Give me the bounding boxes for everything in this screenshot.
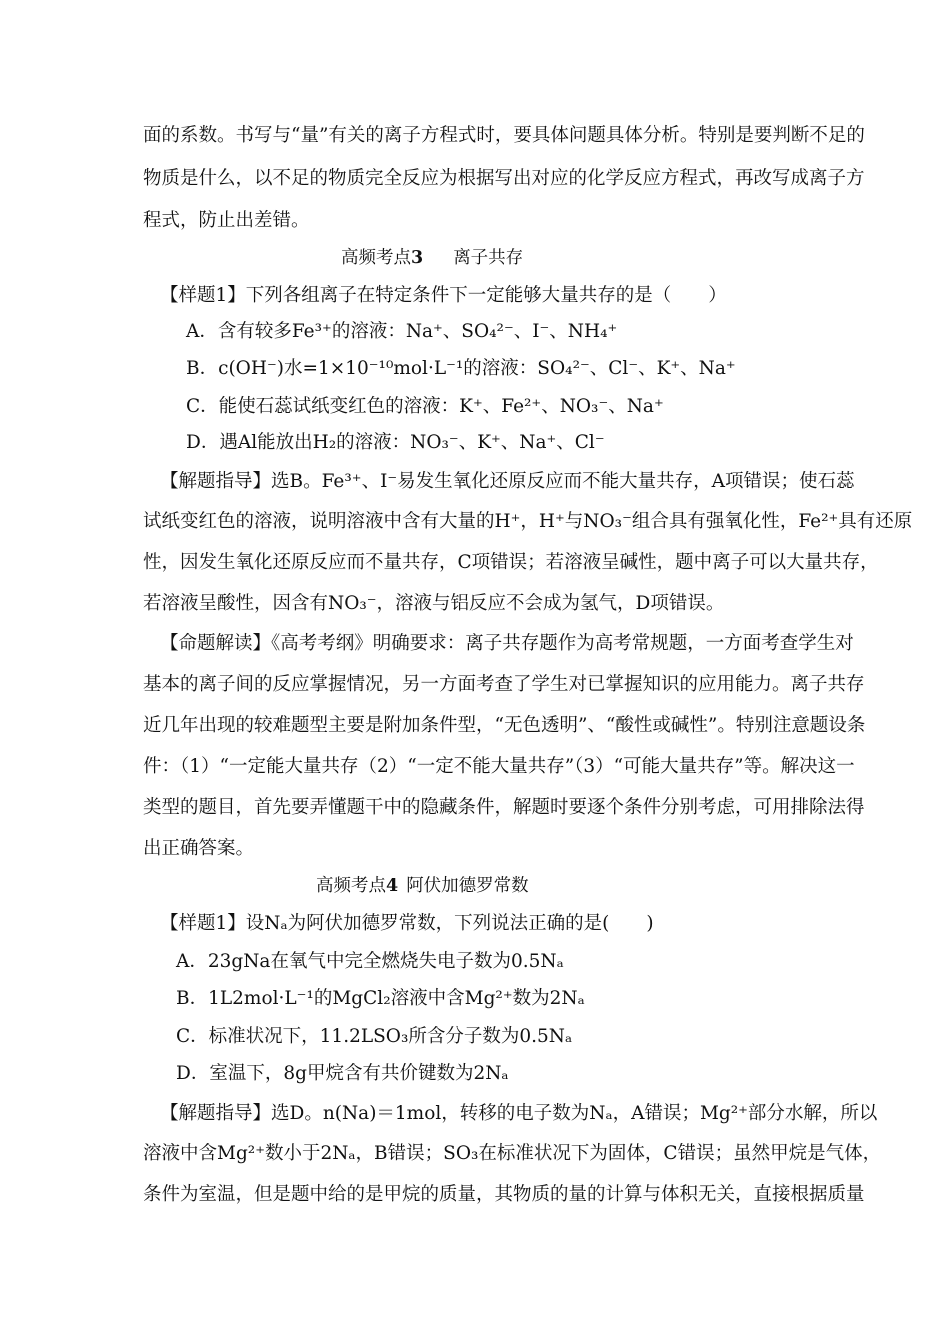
answer-line: 条件为室温，但是题中给的是甲烷的质量，其物质的量的计算与体积无关，直接根据质量 [143, 1184, 865, 1205]
question-text: 设Nₐ为阿伏加德罗常数，下列说法正确的是( ) [245, 913, 654, 934]
option-c: C．标准状况下，11.2LSO₃所含分子数为0.5Nₐ [176, 1026, 573, 1047]
option-d: D．遇Al能放出H₂的溶液：NO₃⁻、K⁺、Na⁺、Cl⁻ [186, 432, 605, 453]
heading-number: 3 [411, 248, 424, 268]
question-text: 下列各组离子在特定条件下一定能够大量共存的是（ ） [245, 285, 727, 306]
heading-title: 离子共存 [453, 248, 524, 268]
paragraph-line: 程式，防止出差错。 [143, 210, 310, 231]
option-a: A．23gNa在氧气中完全燃烧失电子数为0.5Nₐ [176, 951, 564, 972]
answer-label: 【解题指导】 [160, 471, 272, 492]
question-stem [160, 284, 727, 308]
heading-title: 阿伏加德罗常数 [406, 876, 529, 896]
analysis-line [160, 632, 854, 656]
analysis-line: 出正确答案。 [143, 838, 255, 859]
analysis-line: 基本的离子间的反应掌握情况，另一方面考查了学生对已掌握知识的应用能力。离子共存 [143, 674, 865, 695]
option-b: B．c(OH⁻)水=1×10⁻¹⁰mol·L⁻¹的溶液：SO₄²⁻、Cl⁻、K⁺、Na⁺ [186, 358, 736, 379]
question-label: 【样题1】 [160, 913, 246, 934]
answer-label: 【解题指导】 [160, 1103, 272, 1124]
option-d: D．室温下，8g甲烷含有共价键数为2Nₐ [176, 1063, 509, 1084]
heading-number: 4 [386, 876, 399, 896]
answer-text: 选B。Fe³⁺、I⁻易发生氧化还原反应而不能大量共存，A项错误；使石蕊 [271, 471, 855, 492]
option-a: A．含有较多Fe³⁺的溶液：Na⁺、SO₄²⁻、I⁻、NH₄⁺ [186, 321, 618, 342]
answer-line: 试纸变红色的溶液，说明溶液中含有大量的H⁺，H⁺与NO₃⁻组合具有强氧化性，Fe²⁺具有还原 [143, 511, 913, 532]
paragraph-line: 物质是什么，以不足的物质完全反应为根据写出对应的化学反应方程式，再改写成离子方 [143, 168, 865, 189]
option-c: C．能使石蕊试纸变红色的溶液：K⁺、Fe²⁺、NO₃⁻、Na⁺ [186, 396, 664, 417]
answer-line: 若溶液呈酸性，因含有NO₃⁻，溶液与铝反应不会成为氢气，D项错误。 [143, 593, 725, 614]
heading-prefix: 高频考点 [316, 876, 386, 896]
answer-line: 溶液中含Mg²⁺数小于2Nₐ，B错误；SO₃在标准状况下为固体，C错误；虽然甲烷是气体， [143, 1143, 882, 1164]
answer-line [160, 1102, 877, 1126]
question-stem [160, 912, 654, 936]
option-b: B．1L2mol·L⁻¹的MgCl₂溶液中含Mg²⁺数为2Nₐ [176, 988, 585, 1009]
analysis-line: 近几年出现的较难题型主要是附加条件型，“无色透明”、“酸性或碱性”。特别注意题设条 [143, 715, 866, 736]
section-heading [316, 874, 529, 898]
question-label: 【样题1】 [160, 285, 246, 306]
answer-line: 性，因发生氧化还原反应而不量共存，C项错误；若溶液呈碱性，题中离子可以大量共存， [143, 552, 879, 573]
heading-prefix: 高频考点 [341, 248, 411, 268]
section-heading [341, 246, 523, 270]
paragraph-line: 面的系数。书写与“量”有关的离子方程式时，要具体问题具体分析。特别是要判断不足的 [143, 125, 865, 146]
analysis-text: 《高考考纲》明确要求：离子共存题作为高考常规题，一方面考查学生对 [271, 633, 854, 654]
answer-line [160, 470, 855, 494]
analysis-label: 【命题解读】 [160, 633, 272, 654]
analysis-line: 类型的题目，首先要弄懂题干中的隐藏条件，解题时要逐个条件分别考虑，可用排除法得 [143, 797, 865, 818]
analysis-line: 件：（1）“一定能大量共存（2）“一定不能大量共存”（3）“可能大量共存”等。解决这一 [143, 756, 855, 777]
answer-text: 选D。n(Na)＝1mol，转移的电子数为Nₐ，A错误；Mg²⁺部分水解，所以 [271, 1103, 878, 1124]
